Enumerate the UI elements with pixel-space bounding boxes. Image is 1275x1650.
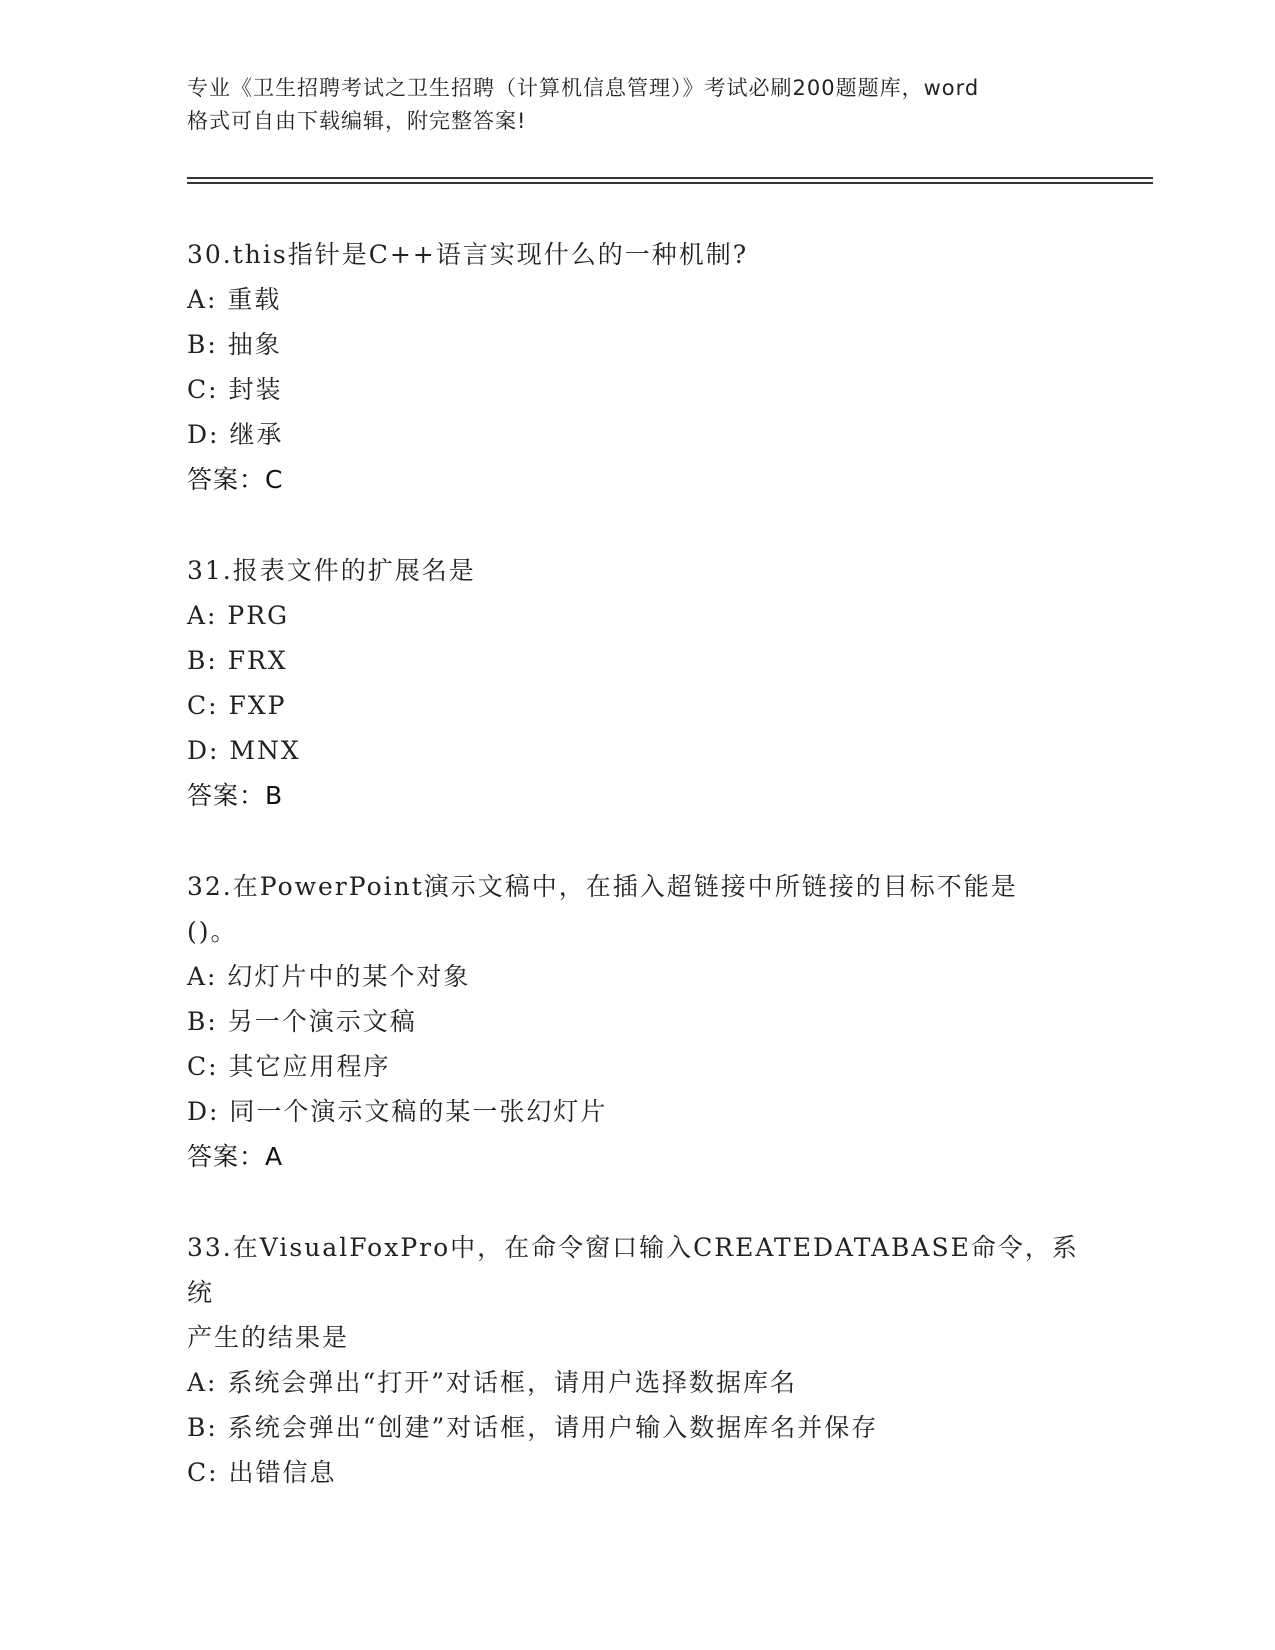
option-b: B: 抽象 [187,330,282,359]
option-b: B: 系统会弹出“创建”对话框，请用户输入数据库名并保存 [187,1413,879,1442]
option-d: D: 继承 [187,420,284,449]
answer-line: 答案：B [187,781,284,810]
question-text-line-2: 产生的结果是 [187,1323,350,1352]
header-line-1: 专业《卫生招聘考试之卫生招聘（计算机信息管理）》考试必刷200题题库，word [187,76,980,100]
header-divider-bottom [187,182,1153,184]
question-text-line-1: 33.在VisualFoxPro中，在命令窗口输入CREATEDATABASE命令，系统 [187,1233,1079,1307]
document-header [187,72,1087,138]
option-c: C: 其它应用程序 [187,1052,391,1081]
question-text-line-1: 32.在PowerPoint演示文稿中，在插入超链接中所链接的目标不能是 [187,872,1018,901]
question-text: 31.报表文件的扩展名是 [187,556,476,585]
header-divider-top [187,177,1153,179]
option-a: A: 系统会弹出“打开”对话框，请用户选择数据库名 [187,1368,797,1397]
option-b: B: 另一个演示文稿 [187,1007,417,1036]
answer-line: 答案：C [187,465,284,494]
question-33 [187,1225,1087,1495]
option-a: A: 重载 [187,285,282,314]
option-c: C: 出错信息 [187,1458,337,1487]
header-line-2: 格式可自由下载编辑，附完整答案! [187,109,527,133]
option-c: C: FXP [187,691,287,720]
option-a: A: 幻灯片中的某个对象 [187,962,471,991]
question-30 [187,232,1087,502]
question-text-line-2: ()。 [187,917,238,946]
question-text: 30.this指针是C++语言实现什么的一种机制? [187,240,749,269]
option-d: D: MNX [187,736,301,765]
option-a: A: PRG [187,601,290,630]
option-b: B: FRX [187,646,288,675]
option-c: C: 封装 [187,375,283,404]
question-32 [187,864,1087,1179]
question-list [187,232,1087,1541]
answer-line: 答案：A [187,1142,284,1171]
option-d: D: 同一个演示文稿的某一张幻灯片 [187,1097,608,1126]
question-31 [187,548,1087,818]
